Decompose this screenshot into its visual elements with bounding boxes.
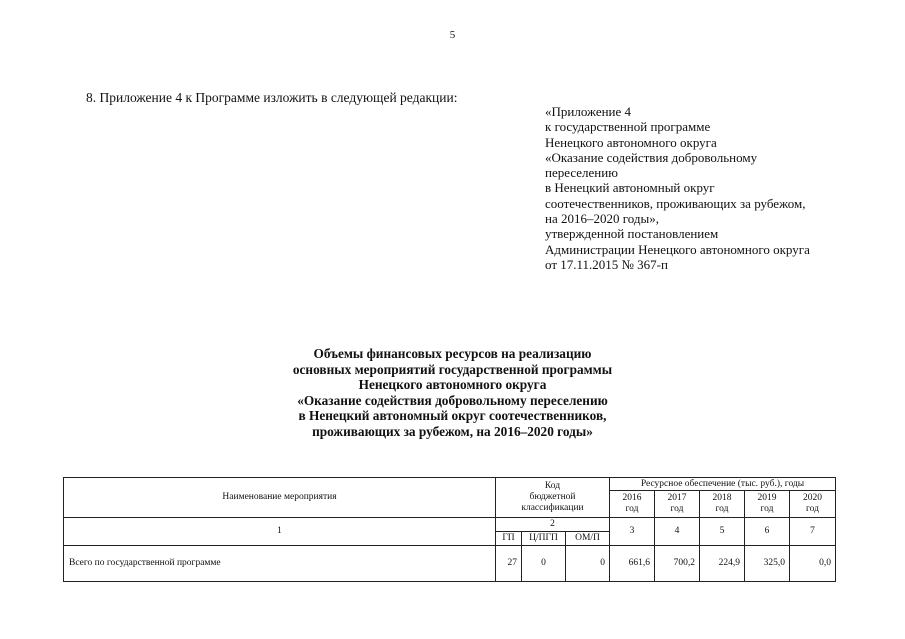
header-year: 2016 год [610,491,655,518]
heading-line: Объемы финансовых ресурсов на реализацию [313,346,592,361]
code-subheader-cpgp: Ц/ПГП [522,532,566,546]
appendix-line: к государственной программе [545,119,711,135]
row-cpgp: 0 [522,546,566,582]
appendix-line: утвержденной постановлением [545,226,719,242]
appendix-line: «Оказание содействия добровольному [545,149,758,165]
appendix-line: от 17.11.2015 № 367-п [545,256,668,272]
appendix-caption [545,104,810,272]
header-year: 2019 год [745,491,790,518]
heading-line: «Оказание содействия добровольному переселению [297,392,608,408]
col-number: 1 [64,518,496,546]
heading-line: Ненецкого автономного округа [358,377,547,393]
row-value-2017: 700,2 [655,546,700,582]
row-value-2020: 0,0 [790,546,836,582]
appendix-line: в Ненецкий автономный округ [545,180,715,196]
row-value-2016: 661,6 [610,546,655,582]
row-value-2019: 325,0 [745,546,790,582]
financial-resources-table [63,477,836,582]
col-number: 7 [790,518,836,546]
col-number: 5 [700,518,745,546]
page-number: 5 [449,29,456,41]
appendix-line: «Приложение 4 [545,104,632,119]
row-gp: 27 [496,546,522,582]
item-8-text: 8. Приложение 4 к Программе изложить в следующей редакции: [86,90,458,105]
col-number: 4 [655,518,700,546]
appendix-line: Администрации Ненецкого автономного округа [545,241,810,257]
table-row [64,546,836,582]
document-heading [0,346,905,440]
heading-line: основных мероприятий государственной программы [292,361,613,377]
col-number: 3 [610,518,655,546]
header-year: 2017 год [655,491,700,518]
appendix-line: на 2016–2020 годы», [545,211,659,227]
header-budget-code: Код бюджетной классификации [496,478,610,518]
header-year: 2020 год [790,491,836,518]
appendix-line: соотечественников, проживающих за рубежом, [545,195,806,211]
col-number: 6 [745,518,790,546]
row-omp: 0 [566,546,610,582]
appendix-line: переселению [545,165,618,181]
heading-line: в Ненецкий автономный округ соотечественников, [298,408,607,424]
header-activity-name: Наименование мероприятия [64,478,496,518]
row-value-2018: 224,9 [700,546,745,582]
row-name: Всего по государственной программе [64,546,496,582]
appendix-line: Ненецкого автономного округа [545,134,717,150]
header-year: 2018 год [700,491,745,518]
heading-line: проживающих за рубежом, на 2016–2020 годы» [312,423,593,439]
col-number: 2 [496,518,610,532]
code-subheader-omp: ОМ/П [566,532,610,546]
code-subheader-gp: ГП [496,532,522,546]
header-resources: Ресурсное обеспечение (тыс. руб.), годы [610,478,836,491]
